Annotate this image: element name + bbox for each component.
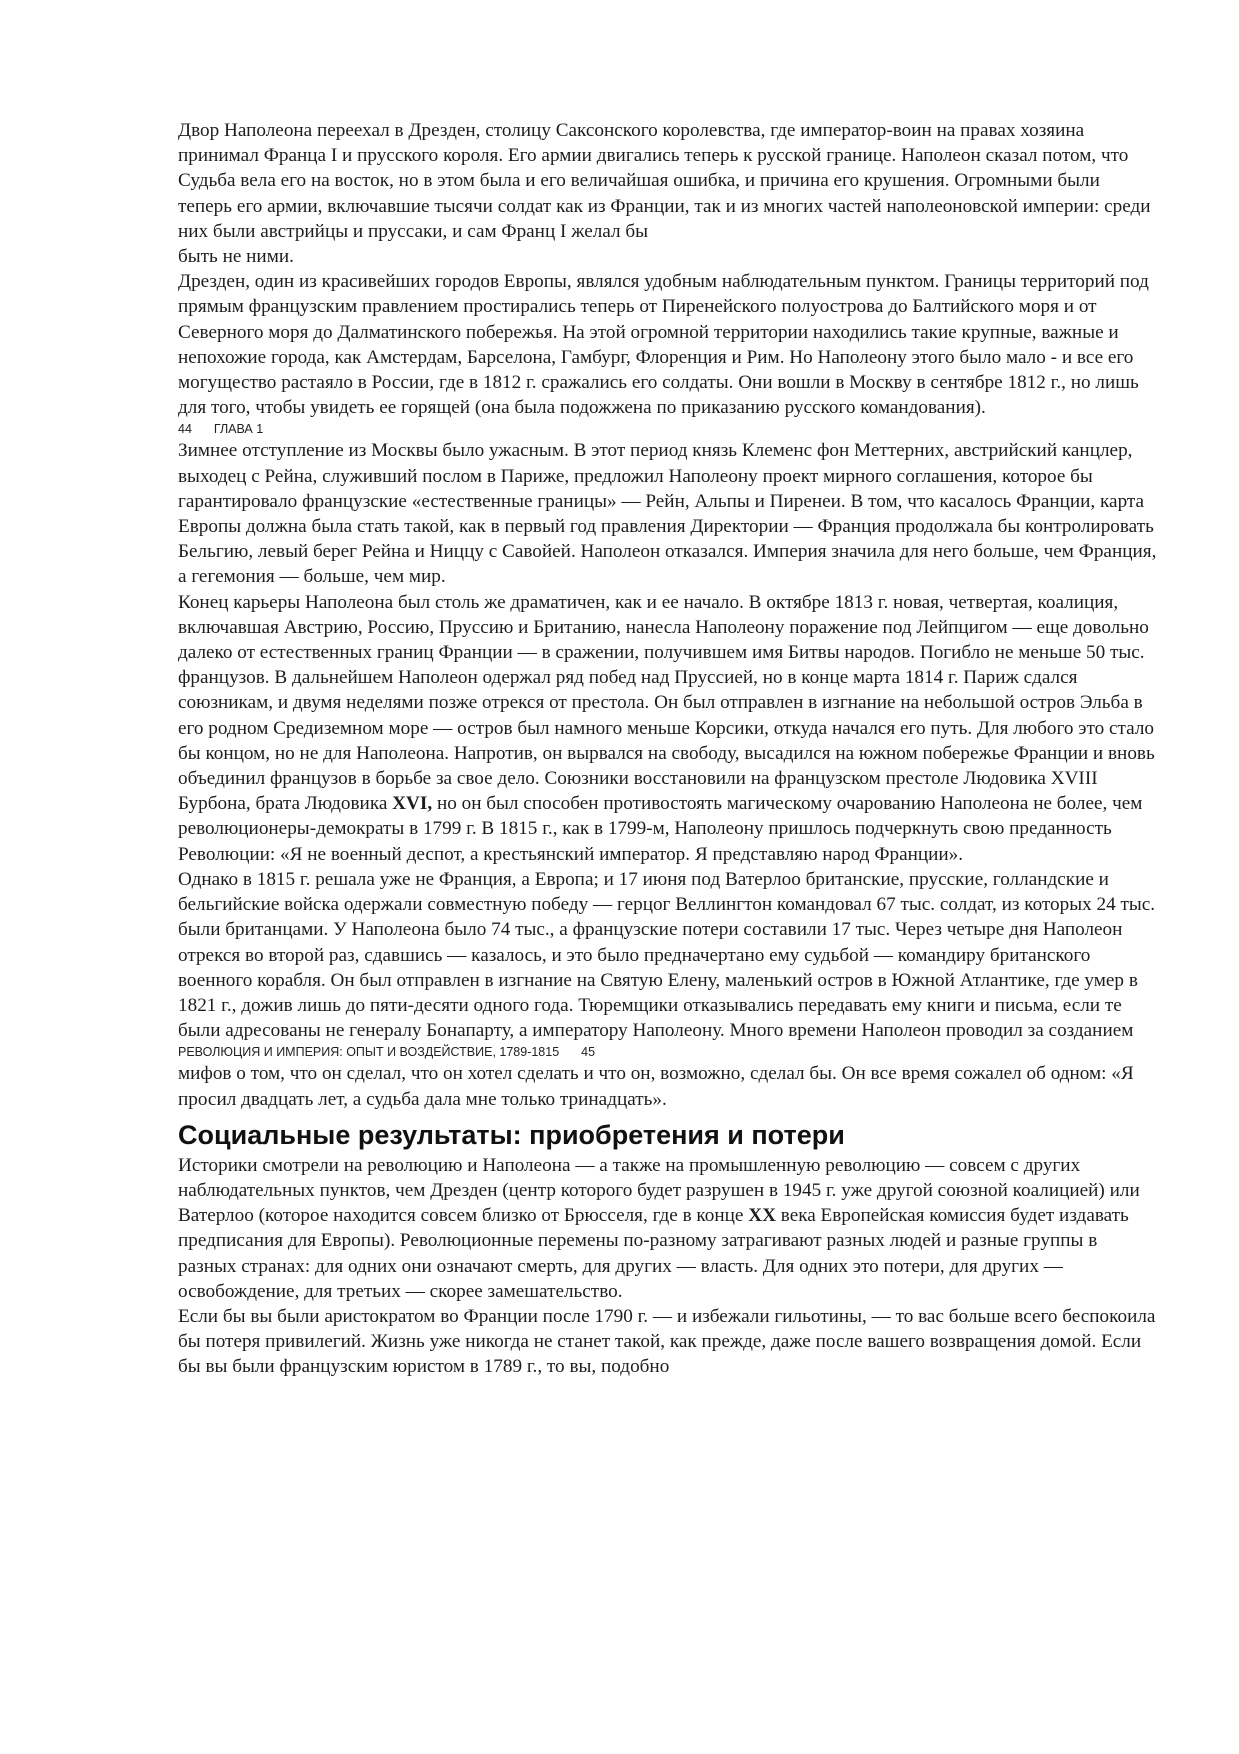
page-number: 45 [581,1045,596,1060]
paragraph-text: Конец карьеры Наполеона был столь же драматичен, как и ее начало. В октябре 1813 г. новая, четвертая, коалиция, включавшая Австрию, Россию, Пруссию и Британию, нанесла Наполеону поражение под Лейпцигом — еще довольно далеко от естественных границ Франции — в сражении, получившем имя Битвы народов. Погибло не меньше 50 тыс. французов. В дальнейшем Наполеон одержал ряд побед над Пруссией, но в конце марта 1814 г. Париж сдался союзникам, и двумя неделями позже отрекся от престола. Он был отправлен в изгнание на небольшой остров Эльба в его родном Средиземном море — остров был намного меньше Корсики, откуда начался его путь. Для любого это стало бы концом, но не для Наполеона. Напротив, он вырвался на свободу, высадился на южном побережье Франции и вновь объединил французов в борьбе за свое дело. Союзники восстановили на французском престоле Людовика XVIII Бурбона, брата Людовика [178,591,1155,815]
document-page [178,118,1158,1380]
paragraph-text: Историки смотрели на революцию и Наполеона — а также на промышленную революцию — совсем с других наблюдательных пунктов, чем Дрезден (центр которого будет разрушен в 1945 г. уже другой союзной коалицией) или Ватерлоо (которое находится совсем близко от Брюсселя, где в конце [178,1154,1140,1227]
paragraph [178,590,1158,867]
running-title: РЕВОЛЮЦИЯ И ИМПЕРИЯ: ОПЫТ И ВОЗДЕЙСТВИЕ, 1789-1815 [178,1045,560,1060]
bold-text: XX [748,1205,776,1227]
section-heading: Социальные результаты: приобретения и потери [178,1119,845,1150]
paragraph: быть не ними. [178,246,294,268]
paragraph: Если бы вы были аристократом во Франции после 1790 г. — и избежали гильотины, — то вас больше всего беспокоила бы потеря привилегий. Жизнь уже никогда не станет такой, как прежде, даже после вашего возвращения домой. Если бы вы были французским юристом в 1789 г., то вы, подобно [178,1305,1156,1378]
bold-text: XVI, [392,793,433,815]
paragraph: Однако в 1815 г. решала уже не Франция, а Европа; и 17 июня под Ватерлоо британские, прусские, голландские и бельгийские войска одержали совместную победу — герцог Веллингтон командовал 67 тыс. солдат, из которых 24 тыс. были британцами. У Наполеона было 74 тыс., а французские потери составили 17 тыс. Через четыре дня Наполеон отрекся во второй раз, сдавшись — казалось, и это было предначертано ему судьбой — командиру британского военного корабля. Он был отправлен в изгнание на Святую Елену, маленький остров в Южной Атлантике, где умер в 1821 г., дожив лишь до пяти-десяти одного года. Тюремщики отказывались передавать ему книги и письма, если те были адресованы не генералу Бонапарту, а императору Наполеону. Много времени Наполеон проводил за созданием [178,868,1156,1042]
paragraph: Дрезден, один из красивейших городов Европы, являлся удобным наблюдательным пунктом. Границы территорий под прямым французским правлением простирались теперь от Пиренейского полуострова до Балтийского моря и от Северного моря до Далматинского побережья. На этой огромной территории находились такие крупные, важные и непохожие города, как Амстердам, Барселона, Гамбург, Флоренция и Рим. Но Наполеону этого было мало - и все его могущество растаяло в России, где в 1812 г. сражались его солдаты. Они вошли в Москву в сентябре 1812 г., но лишь для того, чтобы увидеть ее горящей (она была подожжена по приказанию русского командования). [178,271,1149,419]
paragraph: Двор Наполеона переехал в Дрезден, столицу Саксонского королевства, где император-воин на правах хозяина принимал Франца I и прусского короля. Его армии двигались теперь к русской границе. Наполеон сказал потом, что Судьба вела его на восток, но в этом была и его величайшая ошибка, и причина его крушения. Огромными были теперь его армии, включавшие тысячи солдат как из Франции, так и из многих частей наполеоновской империи: среди них были австрийцы и пруссаки, и сам Франц I желал бы [178,120,1151,242]
running-header [178,1044,1158,1060]
page-number: 44 [178,422,192,437]
paragraph-text: но он был способен противостоять магическому очарованию Наполеона не более, чем революционеры-демократы в 1799 г. В 1815 г., как в 1799-м, Наполеону пришлось подчеркнуть свою преданность Революции: «Я не военный деспот, а крестьянский император. Я представляю народ Франции». [178,793,1143,865]
paragraph [178,1153,1158,1304]
running-header [178,421,1158,437]
paragraph: Зимнее отступление из Москвы было ужасным. В этот период князь Клеменс фон Меттерних, австрийский канцлер, выходец с Рейна, служивший послом в Париже, предложил Наполеону проект мирного соглашения, которое бы гарантировало французские «естественные границы» — Рейн, Альпы и Пиренеи. В том, что касалось Франции, карта Европы должна была стать такой, как в первый год правления Директории — Франция продолжала бы контролировать Бельгию, левый берег Рейна и Ниццу с Савойей. Наполеон отказался. Империя значила для него больше, чем Франция, а гегемония — больше, чем мир. [178,440,1157,588]
paragraph: мифов о том, что он сделал, что он хотел сделать и что он, возможно, сделал бы. Он все время сожалел об одном: «Я просил двадцать лет, а судьба дала мне только тринадцать». [178,1063,1134,1110]
chapter-title: ГЛАВА 1 [213,422,264,437]
paragraph-text: века Европейская комиссия будет издавать предписания для Европы). Революционные перемены по-разному затрагивают разных людей и разные группы в разных странах: для одних они означают смерть, для других — власть. Для одних это потери, для других — освобождение, для третьих — скорее замешательство. [178,1205,1129,1302]
